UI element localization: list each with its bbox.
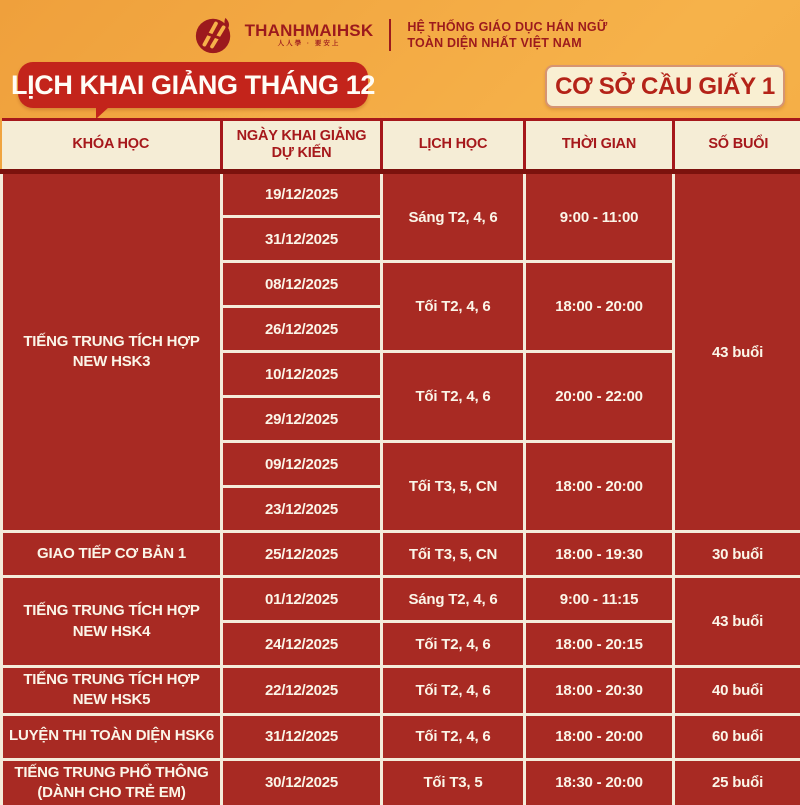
header-start-date: NGÀY KHAI GIẢNG DỰ KIẾN	[222, 120, 382, 172]
tagline-line-2: TOÀN DIỆN NHẤT VIỆT NAM	[407, 35, 607, 51]
table-row	[2, 172, 800, 217]
date-cell: 10/12/2025	[222, 352, 382, 397]
sessions-cell: 30 buổi	[674, 532, 800, 577]
logo-strip	[0, 10, 800, 60]
brand-name: THANHMAIHSK	[245, 22, 374, 39]
date-cell: 31/12/2025	[222, 714, 382, 759]
date-cell: 25/12/2025	[222, 532, 382, 577]
schedule-cell: Sáng T2, 4, 6	[382, 172, 525, 262]
date-cell: 09/12/2025	[222, 442, 382, 487]
schedule-cell: Tối T3, 5	[382, 759, 525, 805]
course-name-line2: NEW HSK4	[7, 622, 216, 642]
course-name	[2, 577, 222, 667]
course-name	[2, 532, 222, 577]
course-name-line1: TIẾNG TRUNG TÍCH HỢP	[7, 670, 216, 690]
table-row	[2, 532, 800, 577]
course-name-line2: (DÀNH CHO TRẺ EM)	[7, 783, 216, 803]
time-cell: 18:00 - 20:00	[525, 262, 674, 352]
course-name-line1: GIAO TIẾP CƠ BẢN 1	[7, 544, 216, 564]
time-cell: 9:00 - 11:00	[525, 172, 674, 262]
course-name-line1: LUYỆN THI TOÀN DIỆN HSK6	[7, 726, 216, 746]
schedule-cell: Tối T2, 4, 6	[382, 352, 525, 442]
brand-chinese-subtext: 人人學 · 要安上	[278, 41, 341, 48]
campus-name: CƠ SỞ CẦU GIẤY 1	[555, 73, 775, 101]
table-row	[2, 577, 800, 622]
course-name	[2, 667, 222, 715]
brand-tagline	[407, 19, 607, 52]
time-cell: 18:00 - 20:30	[525, 667, 674, 715]
table-row	[2, 714, 800, 759]
schedule-cell: Tối T2, 4, 6	[382, 667, 525, 715]
header-row	[2, 120, 800, 172]
course-name-line2: NEW HSK3	[7, 352, 216, 372]
schedule-cell: Tối T3, 5, CN	[382, 442, 525, 532]
date-cell: 30/12/2025	[222, 759, 382, 805]
header-sessions: SỐ BUỔI	[674, 120, 800, 172]
date-cell: 08/12/2025	[222, 262, 382, 307]
sessions-cell: 43 buổi	[674, 172, 800, 532]
course-name-line1: TIẾNG TRUNG PHỔ THÔNG	[7, 763, 216, 783]
date-cell: 23/12/2025	[222, 487, 382, 532]
time-cell: 18:00 - 20:00	[525, 442, 674, 532]
date-cell: 22/12/2025	[222, 667, 382, 715]
campus-badge	[545, 65, 785, 108]
course-name-line1: TIẾNG TRUNG TÍCH HỢP	[7, 332, 216, 352]
schedule-cell: Tối T2, 4, 6	[382, 622, 525, 667]
schedule-table	[0, 118, 800, 805]
brand-block	[245, 22, 374, 48]
date-cell: 26/12/2025	[222, 307, 382, 352]
time-cell: 18:00 - 19:30	[525, 532, 674, 577]
course-name	[2, 714, 222, 759]
course-name-line2: NEW HSK5	[7, 690, 216, 710]
course-name-line1: TIẾNG TRUNG TÍCH HỢP	[7, 601, 216, 621]
schedule-cell: Tối T2, 4, 6	[382, 262, 525, 352]
time-cell: 18:00 - 20:00	[525, 714, 674, 759]
date-cell: 31/12/2025	[222, 217, 382, 262]
schedule-cell: Sáng T2, 4, 6	[382, 577, 525, 622]
brand-logo-icon	[193, 14, 235, 56]
date-cell: 19/12/2025	[222, 172, 382, 217]
time-cell: 18:00 - 20:15	[525, 622, 674, 667]
schedule-cell: Tối T2, 4, 6	[382, 714, 525, 759]
header-course: KHÓA HỌC	[2, 120, 222, 172]
sessions-cell: 43 buổi	[674, 577, 800, 667]
logo-divider	[389, 19, 391, 51]
schedule-title-banner	[18, 62, 368, 108]
header-time: THỜI GIAN	[525, 120, 674, 172]
tagline-line-1: HỆ THỐNG GIÁO DỤC HÁN NGỮ	[407, 19, 607, 35]
time-cell: 20:00 - 22:00	[525, 352, 674, 442]
date-cell: 29/12/2025	[222, 397, 382, 442]
sessions-cell: 40 buổi	[674, 667, 800, 715]
time-cell: 18:30 - 20:00	[525, 759, 674, 805]
course-name	[2, 759, 222, 805]
schedule-title: LỊCH KHAI GIẢNG THÁNG 12	[11, 70, 375, 101]
schedule-table-wrap	[0, 118, 800, 800]
sessions-cell: 60 buổi	[674, 714, 800, 759]
table-row	[2, 667, 800, 715]
date-cell: 24/12/2025	[222, 622, 382, 667]
table-row	[2, 759, 800, 805]
date-cell: 01/12/2025	[222, 577, 382, 622]
sessions-cell: 25 buổi	[674, 759, 800, 805]
time-cell: 9:00 - 11:15	[525, 577, 674, 622]
header-schedule: LỊCH HỌC	[382, 120, 525, 172]
schedule-cell: Tối T3, 5, CN	[382, 532, 525, 577]
course-name	[2, 172, 222, 532]
